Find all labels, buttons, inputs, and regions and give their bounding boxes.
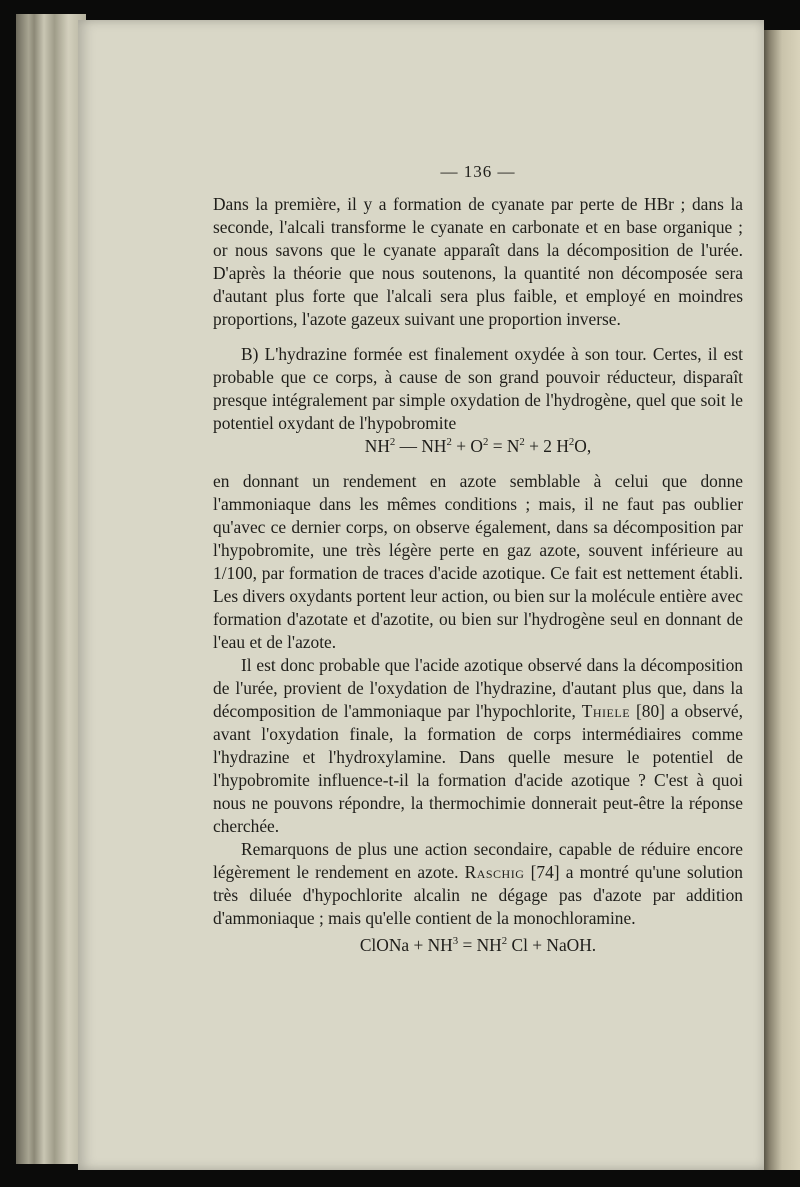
formula-part: = NH (458, 935, 502, 955)
formula-monochloramine (213, 934, 743, 957)
paragraph-1: Dans la première, il y a formation de cyanate par perte de HBr ; dans la seconde, l'alcali transforme le cyanate en carbonate et en base organique ; or nous savons que le cyanate apparaît dans la décomposition de l'urée. D'après la théorie que nous soutenons, la quantité non décomposée sera d'autant plus forte que l'alcali sera plus faible, et employé en moindres proportions, l'azote gazeux suivant une proportion inverse. (213, 194, 743, 329)
page-number: — 136 — (440, 162, 516, 181)
book-page (78, 20, 764, 1170)
formula-sup: 3 (452, 935, 459, 948)
paragraph-5-text-b: [74] a montré qu'une solution très diluée d'hypochlorite alcalin ne dégage pas d'azote par addition d'ammoniaque ; mais qu'elle contient de la monochloramine. (213, 862, 743, 928)
paragraph-4 (213, 654, 743, 838)
book-page-edges (16, 14, 86, 1164)
formula-hydrazine-oxidation (213, 435, 743, 458)
formula-sup: 2 (568, 436, 575, 449)
formula-sup: 2 (389, 436, 396, 449)
formula-part: O, (574, 436, 592, 456)
formula-part: NH (364, 436, 390, 456)
adjacent-page-edge (760, 30, 800, 1170)
paragraph-4-text-a: Il est donc probable que l'acide azotique observé dans la décomposition de l'urée, provient de l'oxydation de l'hydrazine, d'autant plus que, dans la décomposition de l'ammoniaque par l'hypochlorite, (213, 655, 743, 721)
author-raschig: Raschig (464, 862, 525, 882)
formula-part: + O (451, 436, 483, 456)
formula-part: ClONa + NH (359, 935, 453, 955)
formula-sup: 2 (446, 436, 452, 449)
formula-sup: 2 (482, 436, 489, 449)
formula-sup: 2 (501, 935, 508, 948)
formula-part: = N (488, 436, 520, 456)
paragraph-3: en donnant un rendement en azote semblable à celui que donne l'ammoniaque dans les mêmes conditions ; mais, il ne faut pas oublier qu'avec ce dernier corps, on observe également, dans sa décomposition par l'hypobromite, une très légère perte en gaz azote, souvent inférieure au 1/100, par formation de traces d'acide azotique. Ce fait est nettement établi. Les divers oxydants portent leur action, ou bien sur la molécule entière avec formation d'azotate et d'azotite, ou bien sur l'hydrogène seul en donnant de l'eau et de l'azote. (213, 471, 743, 652)
page-content (213, 160, 743, 957)
formula-sup: 2 (519, 436, 525, 449)
formula-part: + 2 H (524, 436, 569, 456)
formula-part: — NH (395, 436, 447, 456)
paragraph-2: B) L'hydrazine formée est finalement oxydée à son tour. Certes, il est probable que ce corps, à cause de son grand pouvoir réducteur, disparaît presque intégralement par simple oxydation de l'hydrogène, quel que soit le potentiel oxydant de l'hypobromite (213, 344, 743, 433)
paragraph-5-text-a: Remarquons de plus une action secondaire, capable de réduire encore légèrement le rendement en azote. (213, 839, 743, 882)
paragraph-5 (213, 838, 743, 930)
paragraph-4-text-b: [80] a observé, avant l'oxydation finale, la formation de corps intermédiaires comme l'hydrazine et l'hydroxylamine. Dans quelle mesure le potentiel de l'hypobromite influence-t-il la formation d'acide azotique ? C'est à quoi nous ne pouvons répondre, la thermochimie donnerait peut-être la réponse cherchée. (213, 701, 743, 836)
formula-part: Cl + NaOH. (507, 935, 597, 955)
author-thiele: Thiele (581, 701, 631, 721)
